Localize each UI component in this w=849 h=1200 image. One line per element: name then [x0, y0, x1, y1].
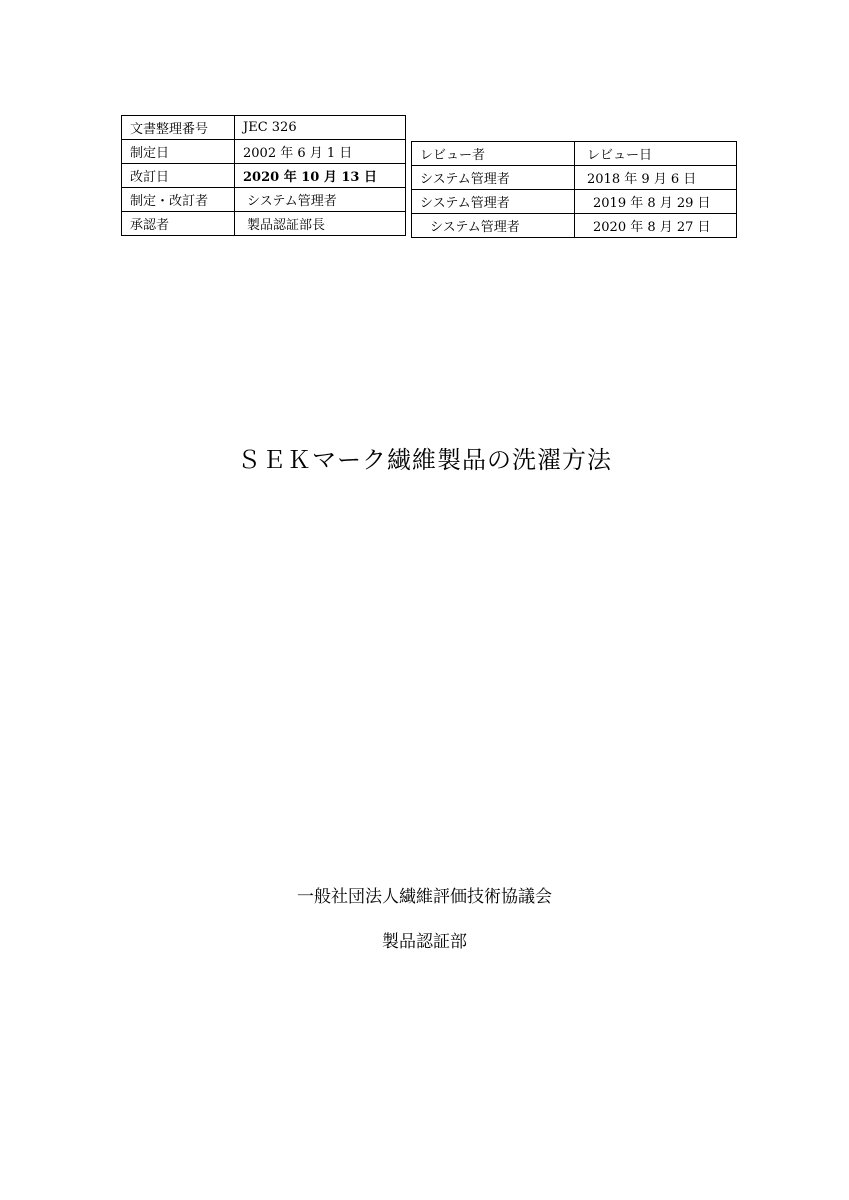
department-name: 製品認証部: [382, 932, 467, 952]
approver-label: 承認者: [122, 212, 235, 236]
review-table: [411, 141, 737, 238]
table-row: [122, 212, 406, 236]
table-row: [412, 166, 737, 190]
review-date-header: レビュー日: [575, 142, 737, 166]
organization-name: 一般社団法人繊維評価技術協議会: [297, 887, 552, 907]
established-date-label: 制定日: [122, 140, 235, 164]
established-date-value: 2002 年 6 月 1 日: [235, 140, 406, 164]
review-date-cell: 2018 年 9 月 6 日: [575, 166, 737, 190]
table-row: [122, 188, 406, 212]
table-header-row: [412, 142, 737, 166]
review-date-cell: 2019 年 8 月 29 日: [575, 190, 737, 214]
doc-number-value: JEC 326: [235, 116, 406, 140]
document-info-table: [121, 115, 406, 236]
document-title: ＳＥＫマーク繊維製品の洗濯方法: [237, 446, 612, 474]
review-date-cell: 2020 年 8 月 27 日: [575, 214, 737, 238]
author-value: システム管理者: [235, 188, 406, 212]
approver-value: 製品認証部長: [235, 212, 406, 236]
reviewer-cell: システム管理者: [412, 166, 575, 190]
author-label: 制定・改訂者: [122, 188, 235, 212]
revised-date-value: 2020 年 10 月 13 日: [235, 164, 406, 188]
table-row: [122, 116, 406, 140]
reviewer-cell: システム管理者: [412, 214, 575, 238]
table-row: [412, 190, 737, 214]
table-row: [122, 164, 406, 188]
table-row: [122, 140, 406, 164]
reviewer-header: レビュー者: [412, 142, 575, 166]
doc-number-label: 文書整理番号: [122, 116, 235, 140]
reviewer-cell: システム管理者: [412, 190, 575, 214]
revised-date-label: 改訂日: [122, 164, 235, 188]
table-row: [412, 214, 737, 238]
